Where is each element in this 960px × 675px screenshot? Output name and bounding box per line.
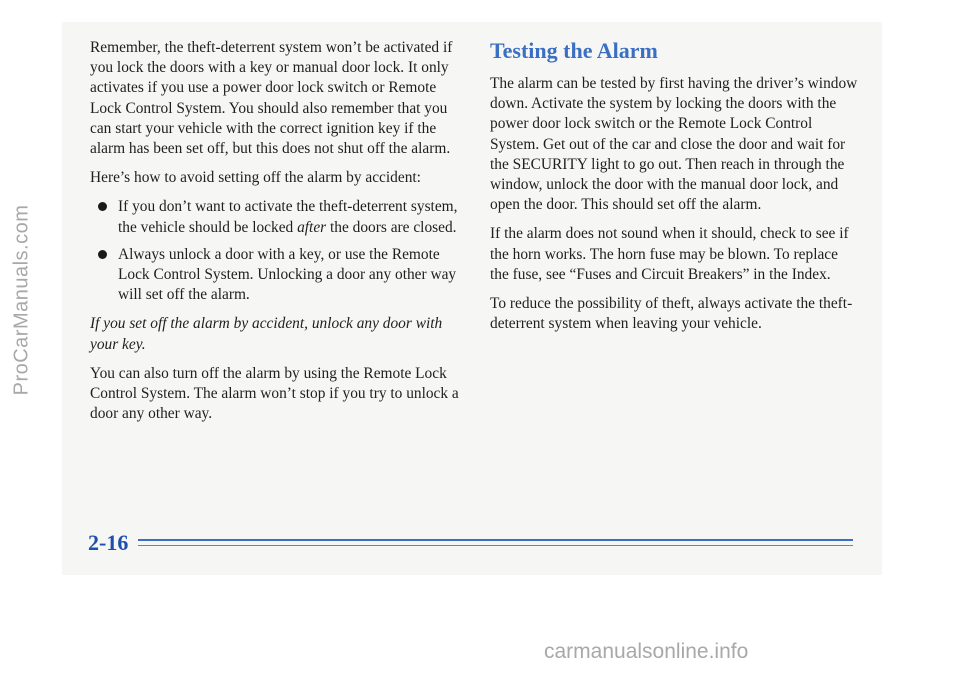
italic-note: If you set off the alarm by accident, unlock any door with your key. [90, 315, 443, 353]
tips-list [90, 197, 462, 305]
bullet-icon [98, 250, 107, 259]
footer-rule [138, 539, 853, 541]
reduce-theft-paragraph: To reduce the possibility of theft, always activate the theft-deterrent system when leaving your vehicle. [490, 295, 853, 333]
left-column [90, 38, 462, 433]
side-watermark [4, 110, 40, 490]
bullet-text: Always unlock a door with a key, or use the Remote Lock Control System. Unlocking a door any other way will set off the alarm. [118, 245, 457, 304]
bullet-text-start: If you don’t want to activate the theft-deterrent system, the vehicle should be locked [118, 198, 458, 236]
bullet-icon [98, 202, 107, 211]
remote-off-paragraph: You can also turn off the alarm by using the Remote Lock Control System. The alarm won’t stop if you try to unlock a door any other way. [90, 364, 459, 423]
footer-rule-thin [138, 545, 853, 546]
test-procedure-paragraph: The alarm can be tested by first having the driver’s window down. Activate the system by locking the doors with the power door lock switch or the Remote Lock Control System. Get out of the car and close the door and wait for the SECURITY light to go out. Then reach in through the window, unlock the door with the manual door lock, and open the door. This should set off the alarm. [490, 75, 858, 214]
right-column [490, 38, 860, 343]
bullet-text-end: the doors are closed. [326, 218, 457, 236]
section-heading: Testing the Alarm [490, 38, 658, 63]
intro-paragraph: Remember, the theft-deterrent system won’t be activated if you lock the doors with a key or manual door lock. It only activates if you use a power door lock switch or Remote Lock Control System. You should also remember that you can start your vehicle with the correct ignition key if the alarm has been set off, but this does not shut off the alarm. [90, 39, 453, 158]
horn-fuse-paragraph: If the alarm does not sound when it should, check to see if the horn works. The horn fuse may be blown. To replace the fuse, see “Fuses and Circuit Breakers” in the Index. [490, 225, 849, 283]
list-item [90, 197, 462, 237]
avoid-alarm-lead: Here’s how to avoid setting off the alarm by accident: [90, 169, 421, 187]
bullet-emphasis: after [297, 218, 327, 236]
bottom-watermark: carmanualsonline.info [544, 640, 749, 663]
list-item [90, 245, 462, 306]
side-watermark-text: ProCarManuals.com [10, 204, 33, 396]
page-number: 2-16 [88, 530, 129, 555]
